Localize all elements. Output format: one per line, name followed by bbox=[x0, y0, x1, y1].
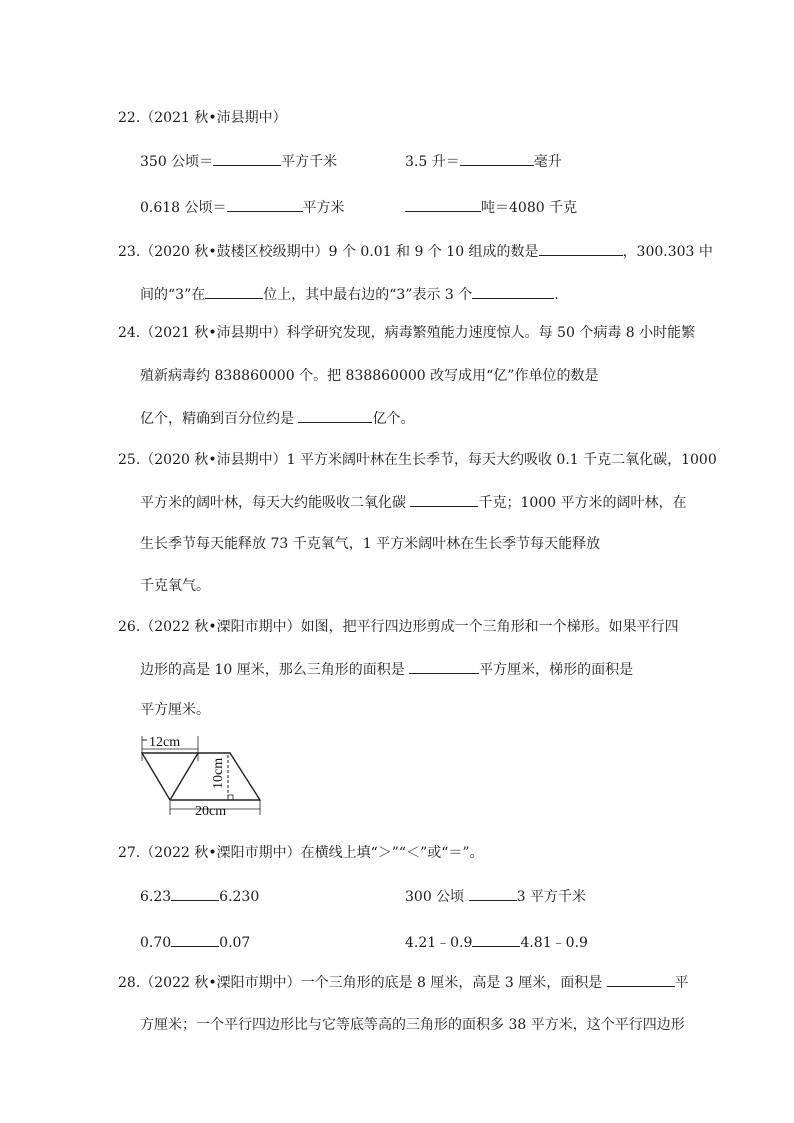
answer-blank[interactable] bbox=[409, 659, 479, 674]
answer-blank[interactable] bbox=[472, 284, 554, 299]
q24-text: 亿个。 bbox=[372, 411, 415, 427]
q26-text: 平方厘米，梯形的面积是 bbox=[479, 662, 634, 678]
q27-text: 3 平方千米 bbox=[516, 889, 586, 905]
q23-text: 23.（2020 秋•鼓楼区校级期中）9 个 0.01 和 9 个 10 组成的数是 bbox=[118, 244, 539, 260]
q22-row1-b bbox=[405, 151, 562, 172]
q27-text: 0.07 bbox=[219, 935, 251, 951]
q24-line1: 24.（2021 秋•沛县期中）科学研究发现，病毒繁殖能力速度惊人。每 50 个病毒 8 小时能繁 bbox=[118, 325, 696, 341]
q25-line4: 千克氧气。 bbox=[140, 578, 210, 594]
answer-blank[interactable] bbox=[205, 284, 263, 299]
q25-line2 bbox=[140, 492, 687, 513]
answer-blank[interactable] bbox=[171, 886, 219, 901]
parallelogram-shape bbox=[142, 753, 260, 800]
answer-blank[interactable] bbox=[469, 886, 517, 901]
q24-line2: 殖新病毒约 838860000 个。把 838860000 改写成用“亿”作单位的数是 bbox=[140, 368, 599, 384]
answer-blank[interactable] bbox=[472, 932, 520, 947]
q28-line2: 方厘米；一个平行四边形比与它等底等高的三角形的面积多 38 平方米，这个平行四边形 bbox=[140, 1017, 685, 1033]
q27-text: 6.230 bbox=[219, 889, 260, 905]
q23-text: . bbox=[554, 287, 559, 303]
q27-item-c bbox=[140, 932, 250, 953]
q27-text: 6.23 bbox=[140, 889, 172, 905]
answer-blank[interactable] bbox=[171, 932, 219, 947]
q28-text: 平 bbox=[674, 975, 689, 991]
q23-text: 间的“3”在 bbox=[140, 287, 206, 303]
q22-row2-a bbox=[140, 197, 345, 218]
q23-text: ，300.303 中 bbox=[622, 244, 713, 260]
q27-item-a bbox=[140, 886, 259, 907]
answer-blank[interactable] bbox=[213, 151, 281, 166]
answer-blank[interactable] bbox=[298, 408, 372, 423]
q22-r2a-prefix: 0.618 公顷＝ bbox=[140, 200, 227, 216]
q24-line3 bbox=[140, 408, 414, 429]
answer-blank[interactable] bbox=[460, 151, 534, 166]
q22-row1-a bbox=[140, 151, 337, 172]
cut-line bbox=[170, 753, 198, 800]
label-20cm: 20cm bbox=[195, 804, 227, 819]
q22-r2b-suffix: 吨＝4080 千克 bbox=[481, 200, 578, 216]
q25-line1: 25.（2020 秋•沛县期中）1 平方米阔叶林在生长季节，每天大约吸收 0.1 千克二氧化碳，1000 bbox=[118, 452, 717, 468]
q23-line1 bbox=[118, 241, 713, 262]
q23-text: 位上，其中最右边的“3”表示 3 个 bbox=[263, 287, 473, 303]
q26-text: 边形的高是 10 厘米，那么三角形的面积是 bbox=[140, 662, 410, 678]
q22-r1b-prefix: 3.5 升＝ bbox=[405, 154, 460, 170]
q22-r1a-suffix: 平方千米 bbox=[281, 154, 338, 170]
q25-text: 千克；1000 平方米的阔叶林，在 bbox=[478, 495, 687, 511]
q27-item-b bbox=[405, 886, 586, 907]
q26-line1: 26.（2022 秋•溧阳市期中）如图，把平行四边形剪成一个三角形和一个梯形。如果平行四 bbox=[118, 619, 679, 635]
q27-text: 4.21﹣0.9 bbox=[405, 935, 473, 951]
q28-text: 28.（2022 秋•溧阳市期中）一个三角形的底是 8 厘米，高是 3 厘米，面积是 bbox=[118, 975, 607, 991]
q26-line3: 平方厘米。 bbox=[140, 702, 210, 718]
q22-r1b-suffix: 毫升 bbox=[533, 154, 562, 170]
q27-header: 27.（2022 秋•溧阳市期中）在横线上填“＞”“＜”或“＝”。 bbox=[118, 845, 484, 861]
label-10cm: 10cm bbox=[211, 757, 226, 789]
answer-blank[interactable] bbox=[539, 241, 623, 256]
q22-header: 22.（2021 秋•沛县期中） bbox=[118, 110, 287, 126]
answer-blank[interactable] bbox=[410, 492, 478, 507]
answer-blank[interactable] bbox=[405, 197, 481, 212]
q27-item-d bbox=[405, 932, 588, 953]
q24-text: 亿个，精确到百分位约是 bbox=[140, 411, 299, 427]
right-angle-mark bbox=[228, 795, 233, 800]
q22-r2a-suffix: 平方米 bbox=[302, 200, 345, 216]
q22-r1a-prefix: 350 公顷＝ bbox=[140, 154, 214, 170]
q25-line3: 生长季节每天能释放 73 千克氧气，1 平方米阔叶林在生长季节每天能释放 bbox=[140, 536, 601, 552]
q25-text: 平方米的阔叶林，每天大约能吸收二氧化碳 bbox=[140, 495, 411, 511]
q28-line1 bbox=[118, 972, 689, 993]
q27-text: 4.81﹣0.9 bbox=[520, 935, 588, 951]
q27-text: 300 公顷 bbox=[405, 889, 469, 905]
q22-row2-b bbox=[405, 197, 577, 218]
label-12cm: 12cm bbox=[149, 735, 181, 750]
q27-text: 0.70 bbox=[140, 935, 172, 951]
q23-line2 bbox=[140, 284, 559, 305]
answer-blank[interactable] bbox=[607, 972, 675, 987]
q26-line2 bbox=[140, 659, 633, 680]
parallelogram-figure bbox=[140, 733, 270, 823]
answer-blank[interactable] bbox=[227, 197, 303, 212]
